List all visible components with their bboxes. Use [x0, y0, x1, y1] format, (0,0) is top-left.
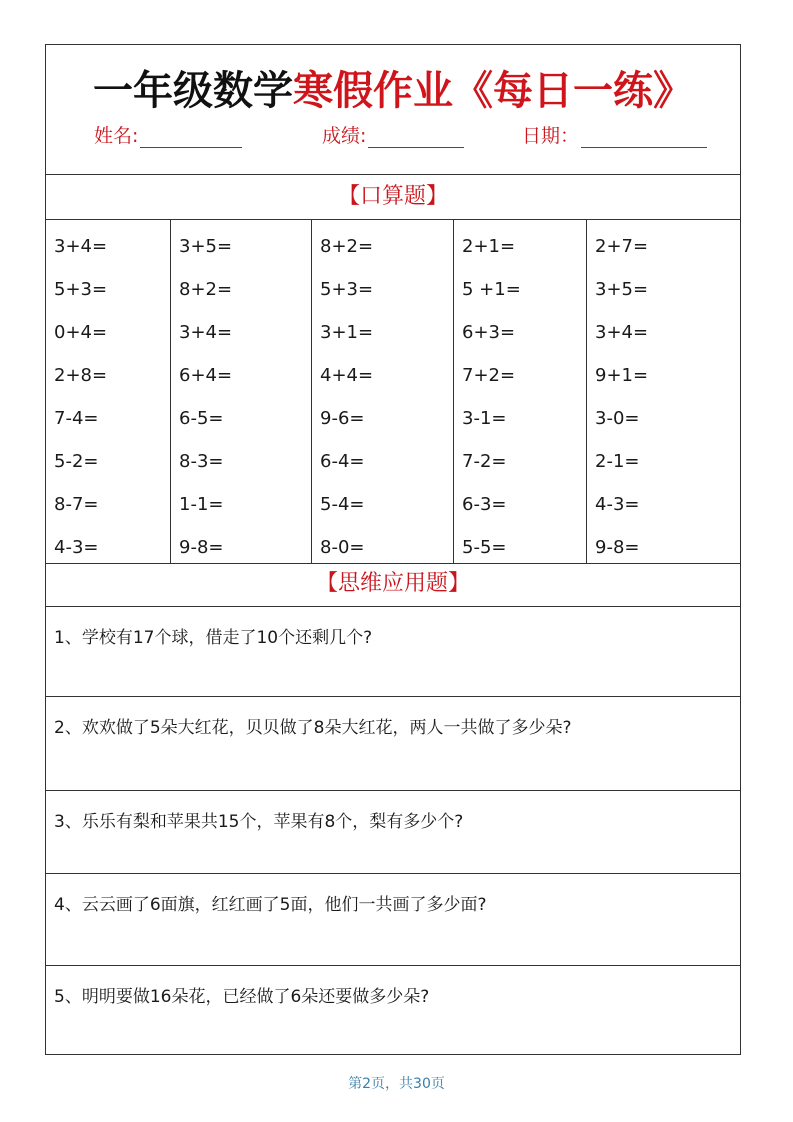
calc-section-title: 【口算题】 [46, 175, 740, 220]
date-label: 日期： [522, 125, 580, 147]
calc-column-2 [171, 220, 312, 563]
calc-item: 6+4= [179, 365, 233, 386]
calc-item: 3-1= [462, 408, 507, 429]
calc-item: 9-6= [320, 408, 365, 429]
calc-item: 8-3= [179, 451, 224, 472]
word-problem-2: 2、欢欢做了5朵大红花，贝贝做了8朵大红花，两人一共做了多少朵? [46, 697, 740, 791]
score-label: 成绩: [322, 125, 367, 147]
calc-item: 9-8= [179, 537, 224, 558]
calc-item: 2+1= [462, 236, 516, 257]
word-problem-section-title: 【思维应用题】 [46, 564, 740, 607]
title-red-part: 寒假作业《每日一练》 [293, 68, 693, 114]
calc-item: 5-5= [462, 537, 507, 558]
score-blank-line[interactable] [368, 127, 464, 148]
calc-item: 3+5= [595, 279, 649, 300]
score-field[interactable] [322, 121, 464, 148]
calc-item: 3+4= [54, 236, 108, 257]
calc-item: 2+7= [595, 236, 649, 257]
calc-column-5 [587, 220, 740, 563]
date-field[interactable] [522, 121, 707, 148]
calc-item: 9-8= [595, 537, 640, 558]
calc-item: 7-4= [54, 408, 99, 429]
calc-item: 2+8= [54, 365, 108, 386]
calc-item: 8-7= [54, 494, 99, 515]
calc-item: 7+2= [462, 365, 516, 386]
calc-item: 2-1= [595, 451, 640, 472]
calc-item: 5-4= [320, 494, 365, 515]
calc-column-4 [454, 220, 587, 563]
page-title [46, 59, 740, 116]
calc-item: 5+3= [54, 279, 108, 300]
calc-item: 8-0= [320, 537, 365, 558]
word-problem-5: 5、明明要做16朵花，已经做了6朵还要做多少朵? [54, 987, 430, 1007]
calc-item: 6-4= [320, 451, 365, 472]
date-blank-line[interactable] [581, 127, 707, 148]
calc-item: 9+1= [595, 365, 649, 386]
calc-item: 3+4= [179, 322, 233, 343]
calc-grid [46, 220, 740, 564]
calc-item: 6-5= [179, 408, 224, 429]
calc-column-3 [312, 220, 454, 563]
calc-item: 8+2= [320, 236, 374, 257]
calc-item: 4-3= [54, 537, 99, 558]
worksheet [45, 44, 741, 1055]
calc-item: 0+4= [54, 322, 108, 343]
name-blank-line[interactable] [140, 127, 242, 148]
calc-item: 1-1= [179, 494, 224, 515]
calc-item: 3+5= [179, 236, 233, 257]
calc-column-1 [46, 220, 171, 563]
calc-item: 6-3= [462, 494, 507, 515]
word-problem-4: 4、云云画了6面旗，红红画了5面，他们一共画了多少面? [46, 874, 740, 966]
calc-item: 5-2= [54, 451, 99, 472]
calc-item: 3+4= [595, 322, 649, 343]
page-number-footer: 第2页，共30页 [348, 1076, 445, 1092]
word-problem-3: 3、乐乐有梨和苹果共15个，苹果有8个，梨有多少个? [46, 791, 740, 874]
calc-item: 8+2= [179, 279, 233, 300]
name-label: 姓名: [94, 125, 139, 147]
name-field[interactable] [94, 121, 242, 148]
student-info-row [46, 121, 740, 147]
calc-item: 7-2= [462, 451, 507, 472]
calc-item: 3+1= [320, 322, 374, 343]
word-problem-1: 1、学校有17个球，借走了10个还剩几个? [46, 607, 740, 697]
calc-item: 5 +1= [462, 279, 521, 300]
calc-item: 4+4= [320, 365, 374, 386]
calc-item: 4-3= [595, 494, 640, 515]
calc-item: 6+3= [462, 322, 516, 343]
worksheet-header [46, 45, 740, 175]
calc-item: 3-0= [595, 408, 640, 429]
title-black-part: 一年级数学 [93, 68, 293, 114]
calc-item: 5+3= [320, 279, 374, 300]
